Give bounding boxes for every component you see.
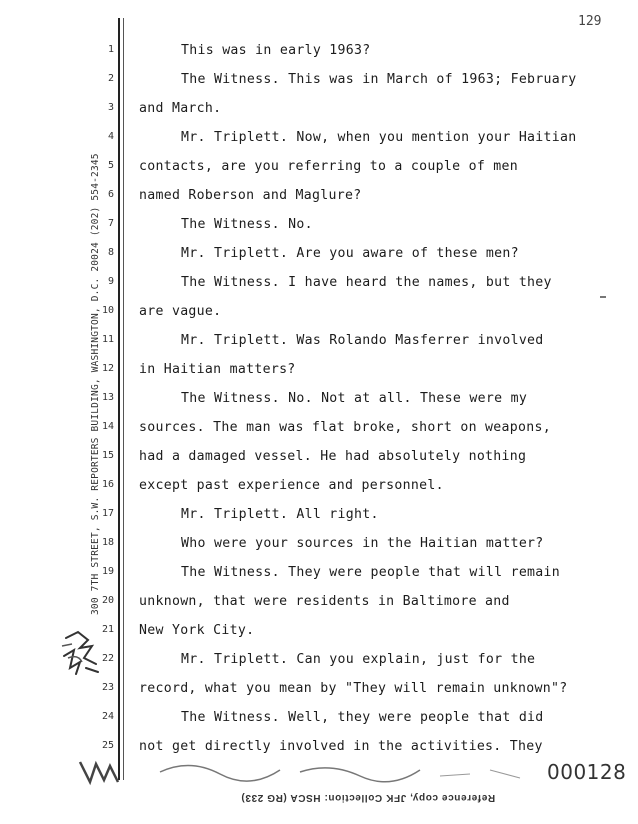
line-number: 10 [101, 305, 114, 316]
line-number: 1 [107, 44, 114, 55]
scan-noise-strip [0, 752, 638, 792]
margin-rule-outer [118, 18, 120, 780]
transcript-line: Mr. Triplett. Are you aware of these men? [181, 246, 519, 261]
transcript-line: The Witness. No. [181, 217, 313, 232]
transcript-line: in Haitian matters? [139, 362, 296, 377]
line-number: 7 [107, 218, 114, 229]
line-number: 19 [101, 566, 114, 577]
transcript-line: The Witness. I have heard the names, but they [181, 275, 552, 290]
page-number: 129 [578, 14, 602, 29]
transcript-line: had a damaged vessel. He had absolutely nothing [139, 449, 527, 464]
transcript-line: Mr. Triplett. Now, when you mention your Haitian [181, 130, 577, 145]
margin-rule-inner [123, 18, 124, 780]
transcript-line: sources. The man was flat broke, short on weapons, [139, 420, 551, 435]
transcript-line: named Roberson and Maglure? [139, 188, 362, 203]
line-number: 9 [107, 276, 114, 287]
reference-stamp: Reference copy, JFK Collection: HSCA (RG 233) [240, 792, 496, 803]
transcript-line: The Witness. No. Not at all. These were my [181, 391, 528, 406]
transcript-line: This was in early 1963? [181, 43, 371, 58]
line-number: 5 [107, 160, 114, 171]
transcript-line: The Witness. This was in March of 1963; February [181, 72, 577, 87]
transcript-line: unknown, that were residents in Baltimore and [139, 594, 510, 609]
line-number: 25 [101, 740, 114, 751]
reporter-address: 300 7TH STREET, S.W. REPORTERS BUILDING, WASHINGTON, D.C. 20024 (202) 554-2345 [90, 153, 101, 615]
line-number: 23 [101, 682, 114, 693]
handwritten-mark-icon [58, 628, 102, 676]
transcript-line: and March. [139, 101, 222, 116]
line-number: 2 [107, 73, 114, 84]
line-number: 15 [101, 450, 114, 461]
line-number: 20 [101, 595, 114, 606]
transcript-line: Mr. Triplett. Was Rolando Masferrer involved [181, 333, 544, 348]
line-number: 22 [101, 653, 114, 664]
transcript-line: are vague. [139, 304, 222, 319]
line-number: 14 [101, 421, 114, 432]
line-number: 21 [101, 624, 114, 635]
margin-tick-mark [600, 296, 606, 298]
transcript-line: contacts, are you referring to a couple of men [139, 159, 519, 174]
transcript-line: not get directly involved in the activities. They [139, 739, 543, 754]
transcript-line: The Witness. Well, they were people that did [181, 710, 544, 725]
line-number: 13 [101, 392, 114, 403]
line-number: 24 [101, 711, 114, 722]
line-number: 4 [107, 131, 114, 142]
line-number: 6 [107, 189, 114, 200]
line-number: 17 [101, 508, 114, 519]
line-number: 16 [101, 479, 114, 490]
transcript-line: Mr. Triplett. Can you explain, just for the [181, 652, 536, 667]
line-number: 8 [107, 247, 114, 258]
transcript-line: record, what you mean by "They will remain unknown"? [139, 681, 568, 696]
line-number: 11 [101, 334, 114, 345]
transcript-line: Mr. Triplett. All right. [181, 507, 379, 522]
transcript-line: Who were your sources in the Haitian matter? [181, 536, 544, 551]
transcript-line: except past experience and personnel. [139, 478, 444, 493]
line-number: 12 [101, 363, 114, 374]
transcript-line: New York City. [139, 623, 255, 638]
document-id: 000128 [547, 760, 627, 784]
line-number: 18 [101, 537, 114, 548]
line-number: 3 [107, 102, 114, 113]
transcript-line: The Witness. They were people that will remain [181, 565, 561, 580]
